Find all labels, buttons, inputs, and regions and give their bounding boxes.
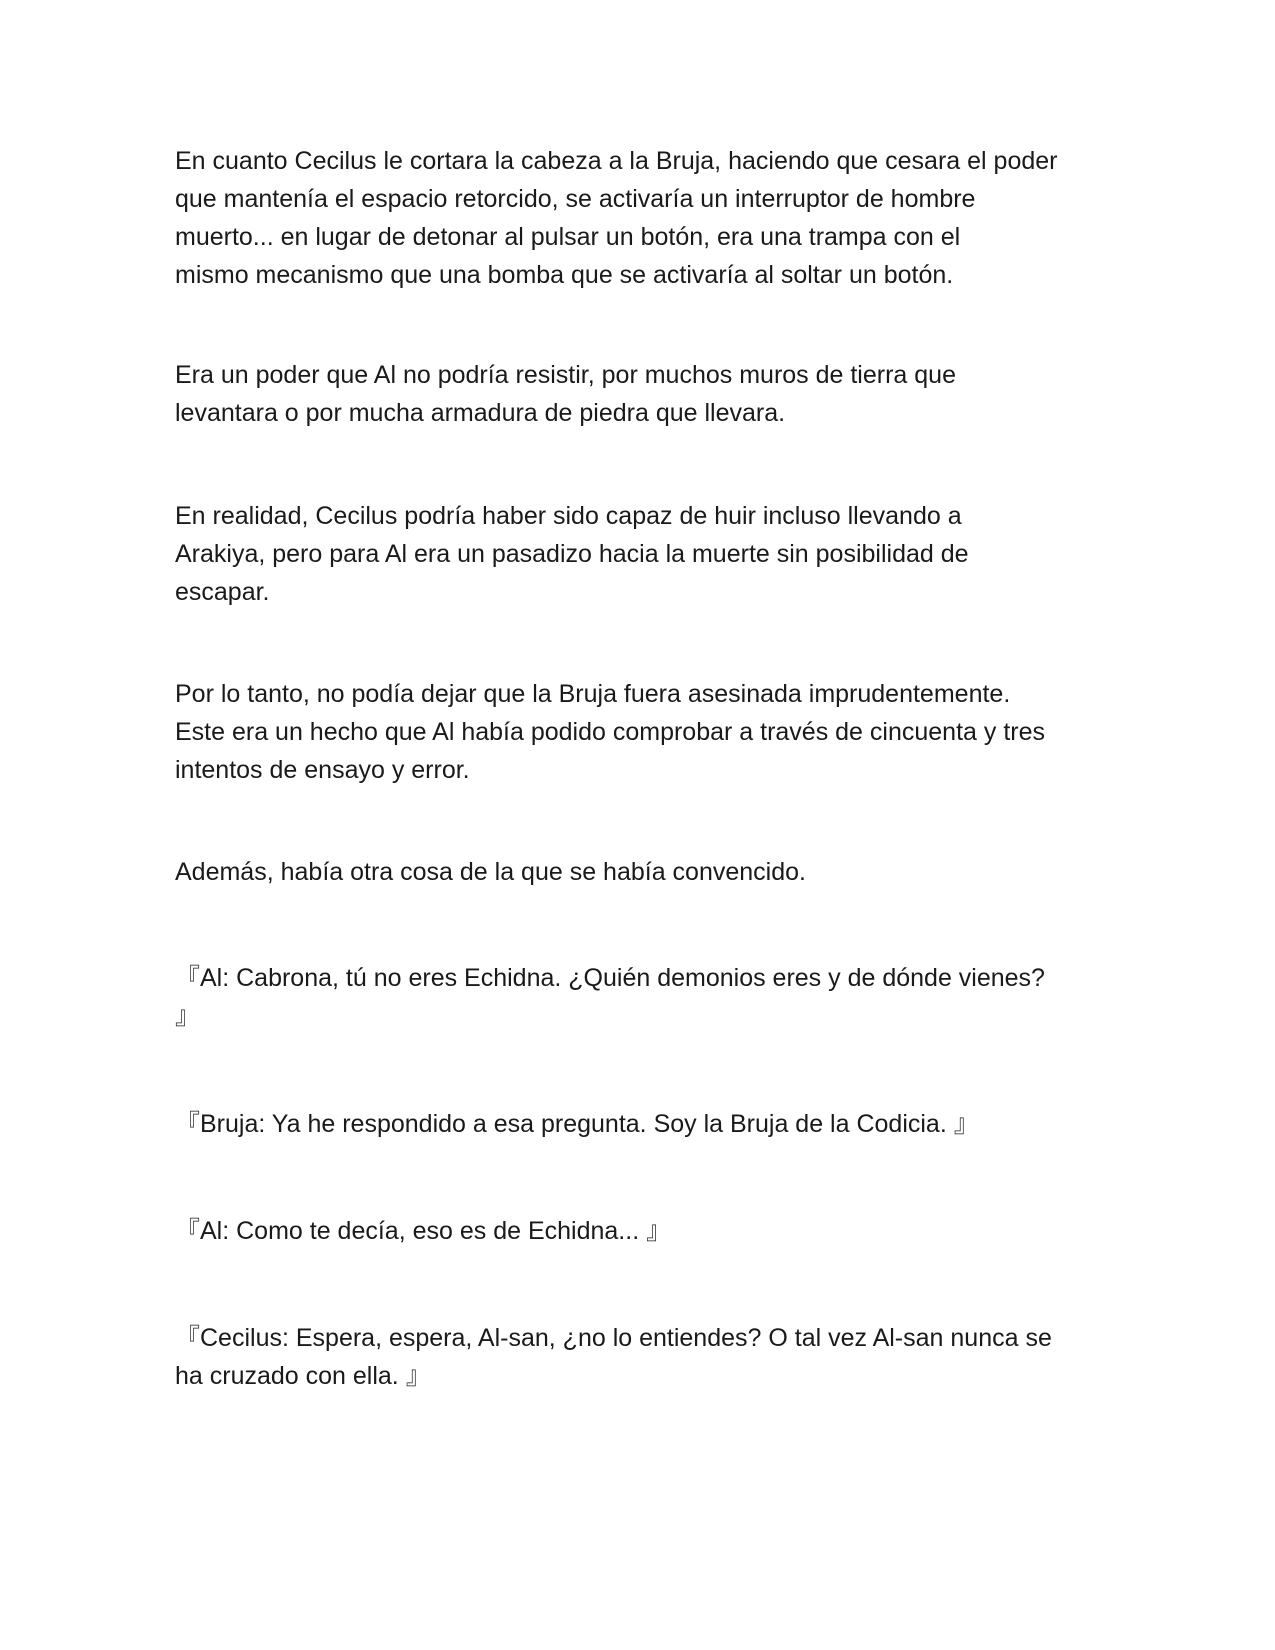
paragraph-dead-man-switch: En cuanto Cecilus le cortara la cabeza a la Bruja, haciendo que cesara el poder que mantenía el espacio retorcido, se activaría un interruptor de hombre muerto... en lugar de detonar al pulsar un botón, era una trampa con el mismo mecanismo que una bomba que se activaría al soltar un botón. — [175, 147, 1058, 289]
dialogue-cecilus-wait: 『Cecilus: Espera, espera, Al-san, ¿no lo entiendes? O tal vez Al-san nunca se ha cruzado con ella. 』 — [175, 1324, 1052, 1390]
paragraph-trial-and-error: Por lo tanto, no podía dejar que la Bruja fuera asesinada imprudentemente. Este era un hecho que Al había podido comprobar a través de cincuenta y tres intentos de ensayo y error. — [175, 680, 1045, 784]
paragraph-convinced: Además, había otra cosa de la que se había convencido. — [175, 858, 806, 886]
paragraph-cecilus-escape: En realidad, Cecilus podría haber sido capaz de huir incluso llevando a Arakiya, pero para Al era un pasadizo hacia la muerte sin posibilidad de escapar. — [175, 502, 969, 606]
dialogue-bruja-answer: 『Bruja: Ya he respondido a esa pregunta. Soy la Bruja de la Codicia. 』 — [175, 1110, 979, 1138]
dialogue-al-echidna: 『Al: Como te decía, eso es de Echidna... 』 — [175, 1217, 672, 1245]
dialogue-al-question: 『Al: Cabrona, tú no eres Echidna. ¿Quién demonios eres y de dónde vienes? 』 — [175, 964, 1045, 1030]
paragraph-power-resist: Era un poder que Al no podría resistir, por muchos muros de tierra que levantara o por mucha armadura de piedra que llevara. — [175, 361, 956, 427]
